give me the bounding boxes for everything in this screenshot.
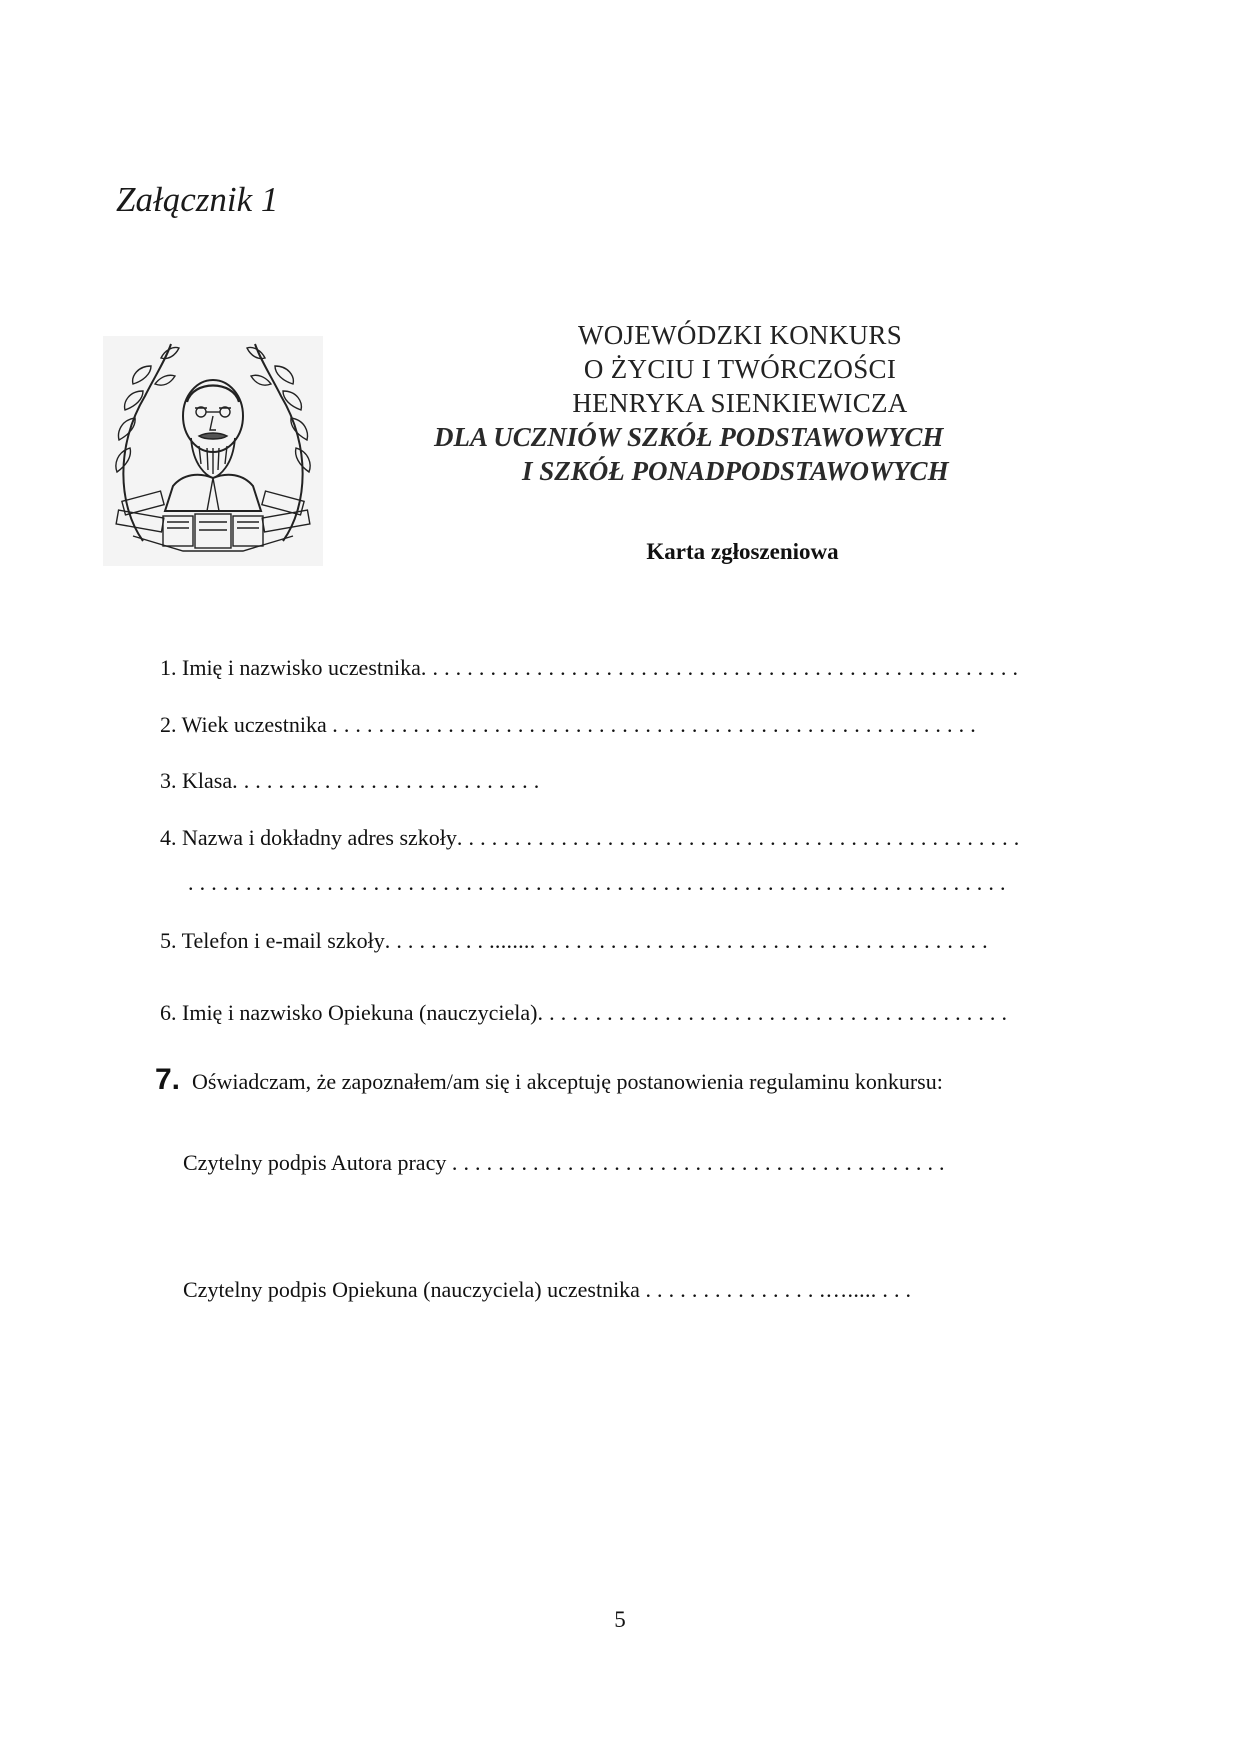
declaration [155, 1063, 943, 1097]
fill-in-dots: . . . . . . . . . . . . . . . . . . . . . . . . . . . [232, 768, 540, 793]
field-participant-age[interactable] [160, 712, 976, 738]
field-class[interactable] [160, 768, 540, 794]
field-school-address-continued[interactable] [188, 870, 1006, 896]
field-school-address[interactable] [160, 825, 1020, 851]
field-participant-name[interactable] [160, 655, 1018, 681]
fill-in-dots: . . . . . . . . . . . . . . . . . . . . . . . . . . . . . . . . . . . . . . . . . . . [451, 1150, 945, 1175]
form-title: Karta zgłoszeniowa [646, 539, 839, 564]
fill-in-dots: . . . . . . . . . . . . . . . . . . . . . . . . . . . . . . . . . . . . . . . . . [537, 1000, 1008, 1025]
contest-header [380, 318, 1100, 488]
field-label: 1. Imię i nazwisko uczestnika [160, 655, 421, 680]
signature-label: Czytelny podpis Opiekuna (nauczyciela) uczestnika [183, 1277, 640, 1302]
field-teacher-name[interactable] [160, 1000, 1007, 1026]
declaration-text: Oświadczam, że zapoznałem/am się i akceptuję postanowienia regulaminu konkursu: [192, 1069, 943, 1094]
attachment-label: Załącznik 1 [116, 180, 279, 219]
fill-in-dots: . . . . . . . . . ........ . . . . . . . . . . . . . . . . . . . . . . . . . . . . . . . . . . . . . . . [384, 928, 988, 953]
fill-in-dots: . . . . . . . . . . . . . . . . . . . . . . . . . . . . . . . . . . . . . . . . . . . . . . . . . . . . [420, 655, 1019, 680]
fill-in-dots: . . . . . . . . . . . . . . . . . . . . . . . . . . . . . . . . . . . . . . . . . . . . . . . . . . . . . . . . . . . . . . . . . . . . . . . [188, 870, 1006, 895]
declaration-number: 7. [155, 1063, 181, 1096]
field-school-contact[interactable] [160, 928, 988, 954]
field-label: 4. Nazwa i dokładny adres szkoły [160, 825, 457, 850]
fill-in-dots: . . . . . . . . . . . . . . . .…..... . . . [645, 1277, 912, 1302]
signature-teacher[interactable] [183, 1277, 911, 1303]
header-line-3: HENRYKA SIENKIEWICZA [572, 388, 908, 418]
signature-author[interactable] [183, 1150, 945, 1176]
header-line-2: O ŻYCIU I TWÓRCZOŚCI [583, 354, 897, 384]
fill-in-dots: . . . . . . . . . . . . . . . . . . . . . . . . . . . . . . . . . . . . . . . . . . . . . . . . . . . . . . . . [332, 712, 977, 737]
header-line-4: DLA UCZNIÓW SZKÓŁ PODSTAWOWYCH [434, 422, 944, 452]
portrait-image [103, 336, 323, 566]
field-label: 2. Wiek uczestnika [160, 712, 327, 737]
signature-label: Czytelny podpis Autora pracy [183, 1150, 447, 1175]
field-label: 6. Imię i nazwisko Opiekuna (nauczyciela) [160, 1000, 538, 1025]
fill-in-dots: . . . . . . . . . . . . . . . . . . . . . . . . . . . . . . . . . . . . . . . . . . . . . . . . . [456, 825, 1020, 850]
page-number: 5 [614, 1607, 626, 1632]
header-line-5: I SZKÓŁ PONADPODSTAWOWYCH [522, 456, 949, 486]
header-line-1: WOJEWÓDZKI KONKURS [577, 320, 903, 350]
field-label: 3. Klasa [160, 768, 233, 793]
field-label: 5. Telefon i e-mail szkoły [160, 928, 385, 953]
